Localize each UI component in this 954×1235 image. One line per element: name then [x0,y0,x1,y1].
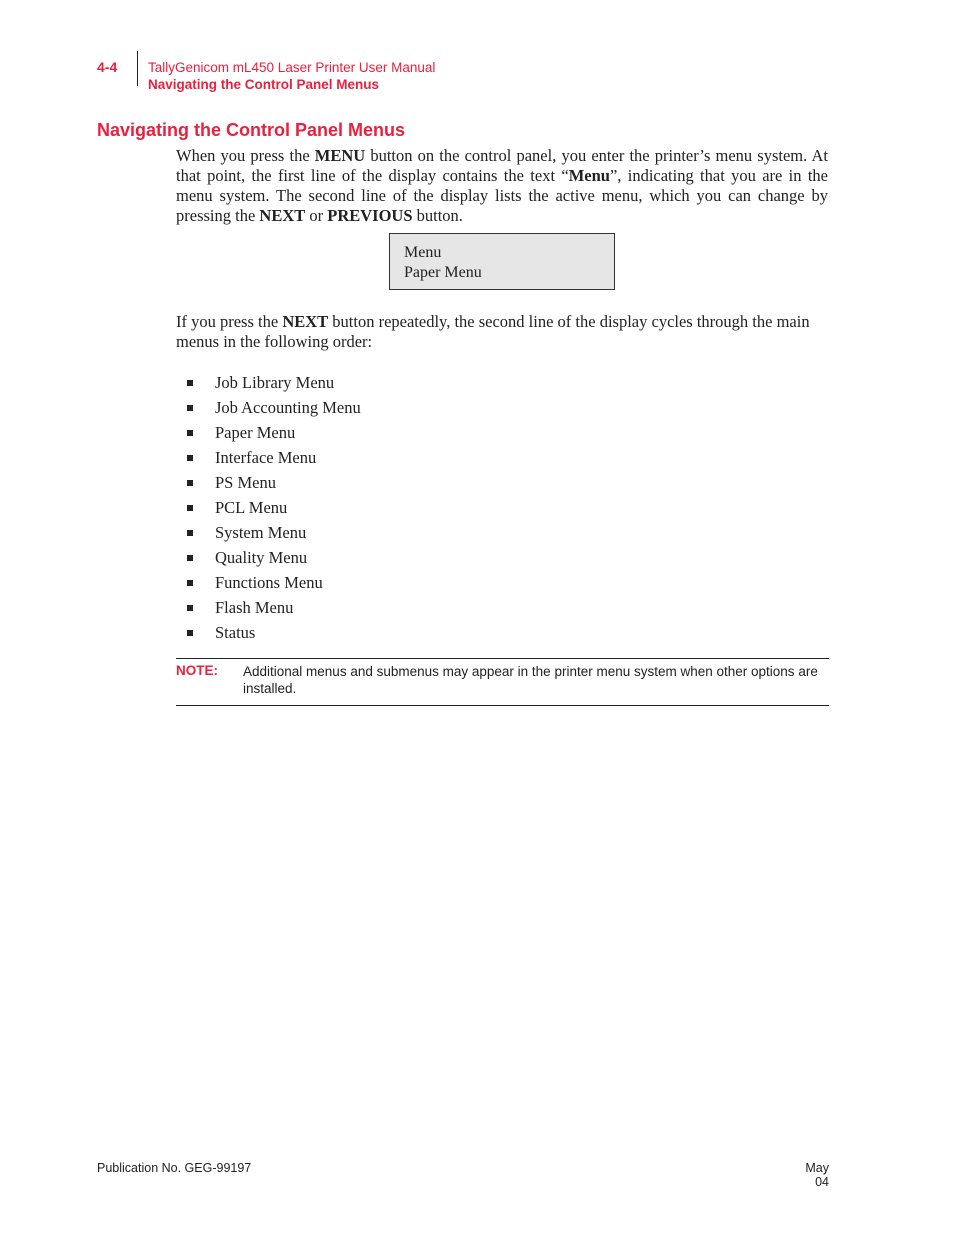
previous-button-term: PREVIOUS [327,206,413,225]
square-bullet-icon [187,555,193,561]
page-number: 4-4 [97,59,118,75]
list-item-label: PS Menu [215,473,276,492]
list-item-label: Flash Menu [215,598,294,617]
display-line-2: Paper Menu [404,264,482,281]
square-bullet-icon [187,455,193,461]
list-item [186,572,361,597]
header-divider [137,51,138,86]
square-bullet-icon [187,480,193,486]
list-item [186,397,361,422]
control-panel-display [389,233,615,290]
list-item [186,447,361,472]
list-item [186,472,361,497]
menu-button-term: MENU [314,146,366,165]
list-item-label: Interface Menu [215,448,317,467]
intro-text-1: When you press the [176,146,315,165]
square-bullet-icon [187,430,193,436]
intro-text-2: button on the control panel, you enter the printer’s menu system. At that point, the first line of the display contains the text “ [176,146,828,185]
square-bullet-icon [187,605,193,611]
menu-order-list [186,372,361,647]
manual-title: TallyGenicom mL450 Laser Printer User Manual [148,60,436,75]
publication-number: Publication No. GEG-99197 [97,1161,252,1175]
list-item [186,422,361,447]
menu-display-term: Menu [568,166,610,185]
next-button-term: NEXT [259,206,306,225]
publication-date: May 04 [805,1161,829,1189]
next-button-term: NEXT [282,312,329,331]
square-bullet-icon [187,530,193,536]
note-label: NOTE: [176,663,218,678]
list-item-label: System Menu [215,523,307,542]
running-section-title: Navigating the Control Panel Menus [148,77,380,92]
section-heading: Navigating the Control Panel Menus [97,120,406,140]
intro-text-5: button. [412,206,463,225]
cycle-text-2: button repeatedly, the second line of the display cycles through the main menus in the following order: [176,312,810,351]
intro-text-4: or [305,206,328,225]
list-item-label: Functions Menu [215,573,323,592]
square-bullet-icon [187,405,193,411]
list-item [186,372,361,397]
list-item [186,547,361,572]
list-item [186,497,361,522]
list-item-label: Status [215,623,256,642]
square-bullet-icon [187,630,193,636]
cycle-paragraph [176,312,828,352]
intro-paragraph [176,146,828,226]
intro-text-3: ”, indicating that you are in the menu system. The second line of the display lists the active menu, which you can change by pressing the [176,166,829,225]
list-item-label: Paper Menu [215,423,296,442]
note-bottom-rule [176,705,829,706]
list-item-label: PCL Menu [215,498,288,517]
square-bullet-icon [187,580,193,586]
list-item-label: Job Accounting Menu [215,398,361,417]
note-top-rule [176,658,829,659]
note-text: Additional menus and submenus may appear in the printer menu system when other options are installed. [243,664,818,696]
square-bullet-icon [187,380,193,386]
list-item [186,597,361,622]
list-item-label: Quality Menu [215,548,308,567]
cycle-text-1: If you press the [176,312,283,331]
display-line-1: Menu [404,244,442,261]
list-item [186,622,361,647]
list-item-label: Job Library Menu [215,373,335,392]
square-bullet-icon [187,505,193,511]
list-item [186,522,361,547]
